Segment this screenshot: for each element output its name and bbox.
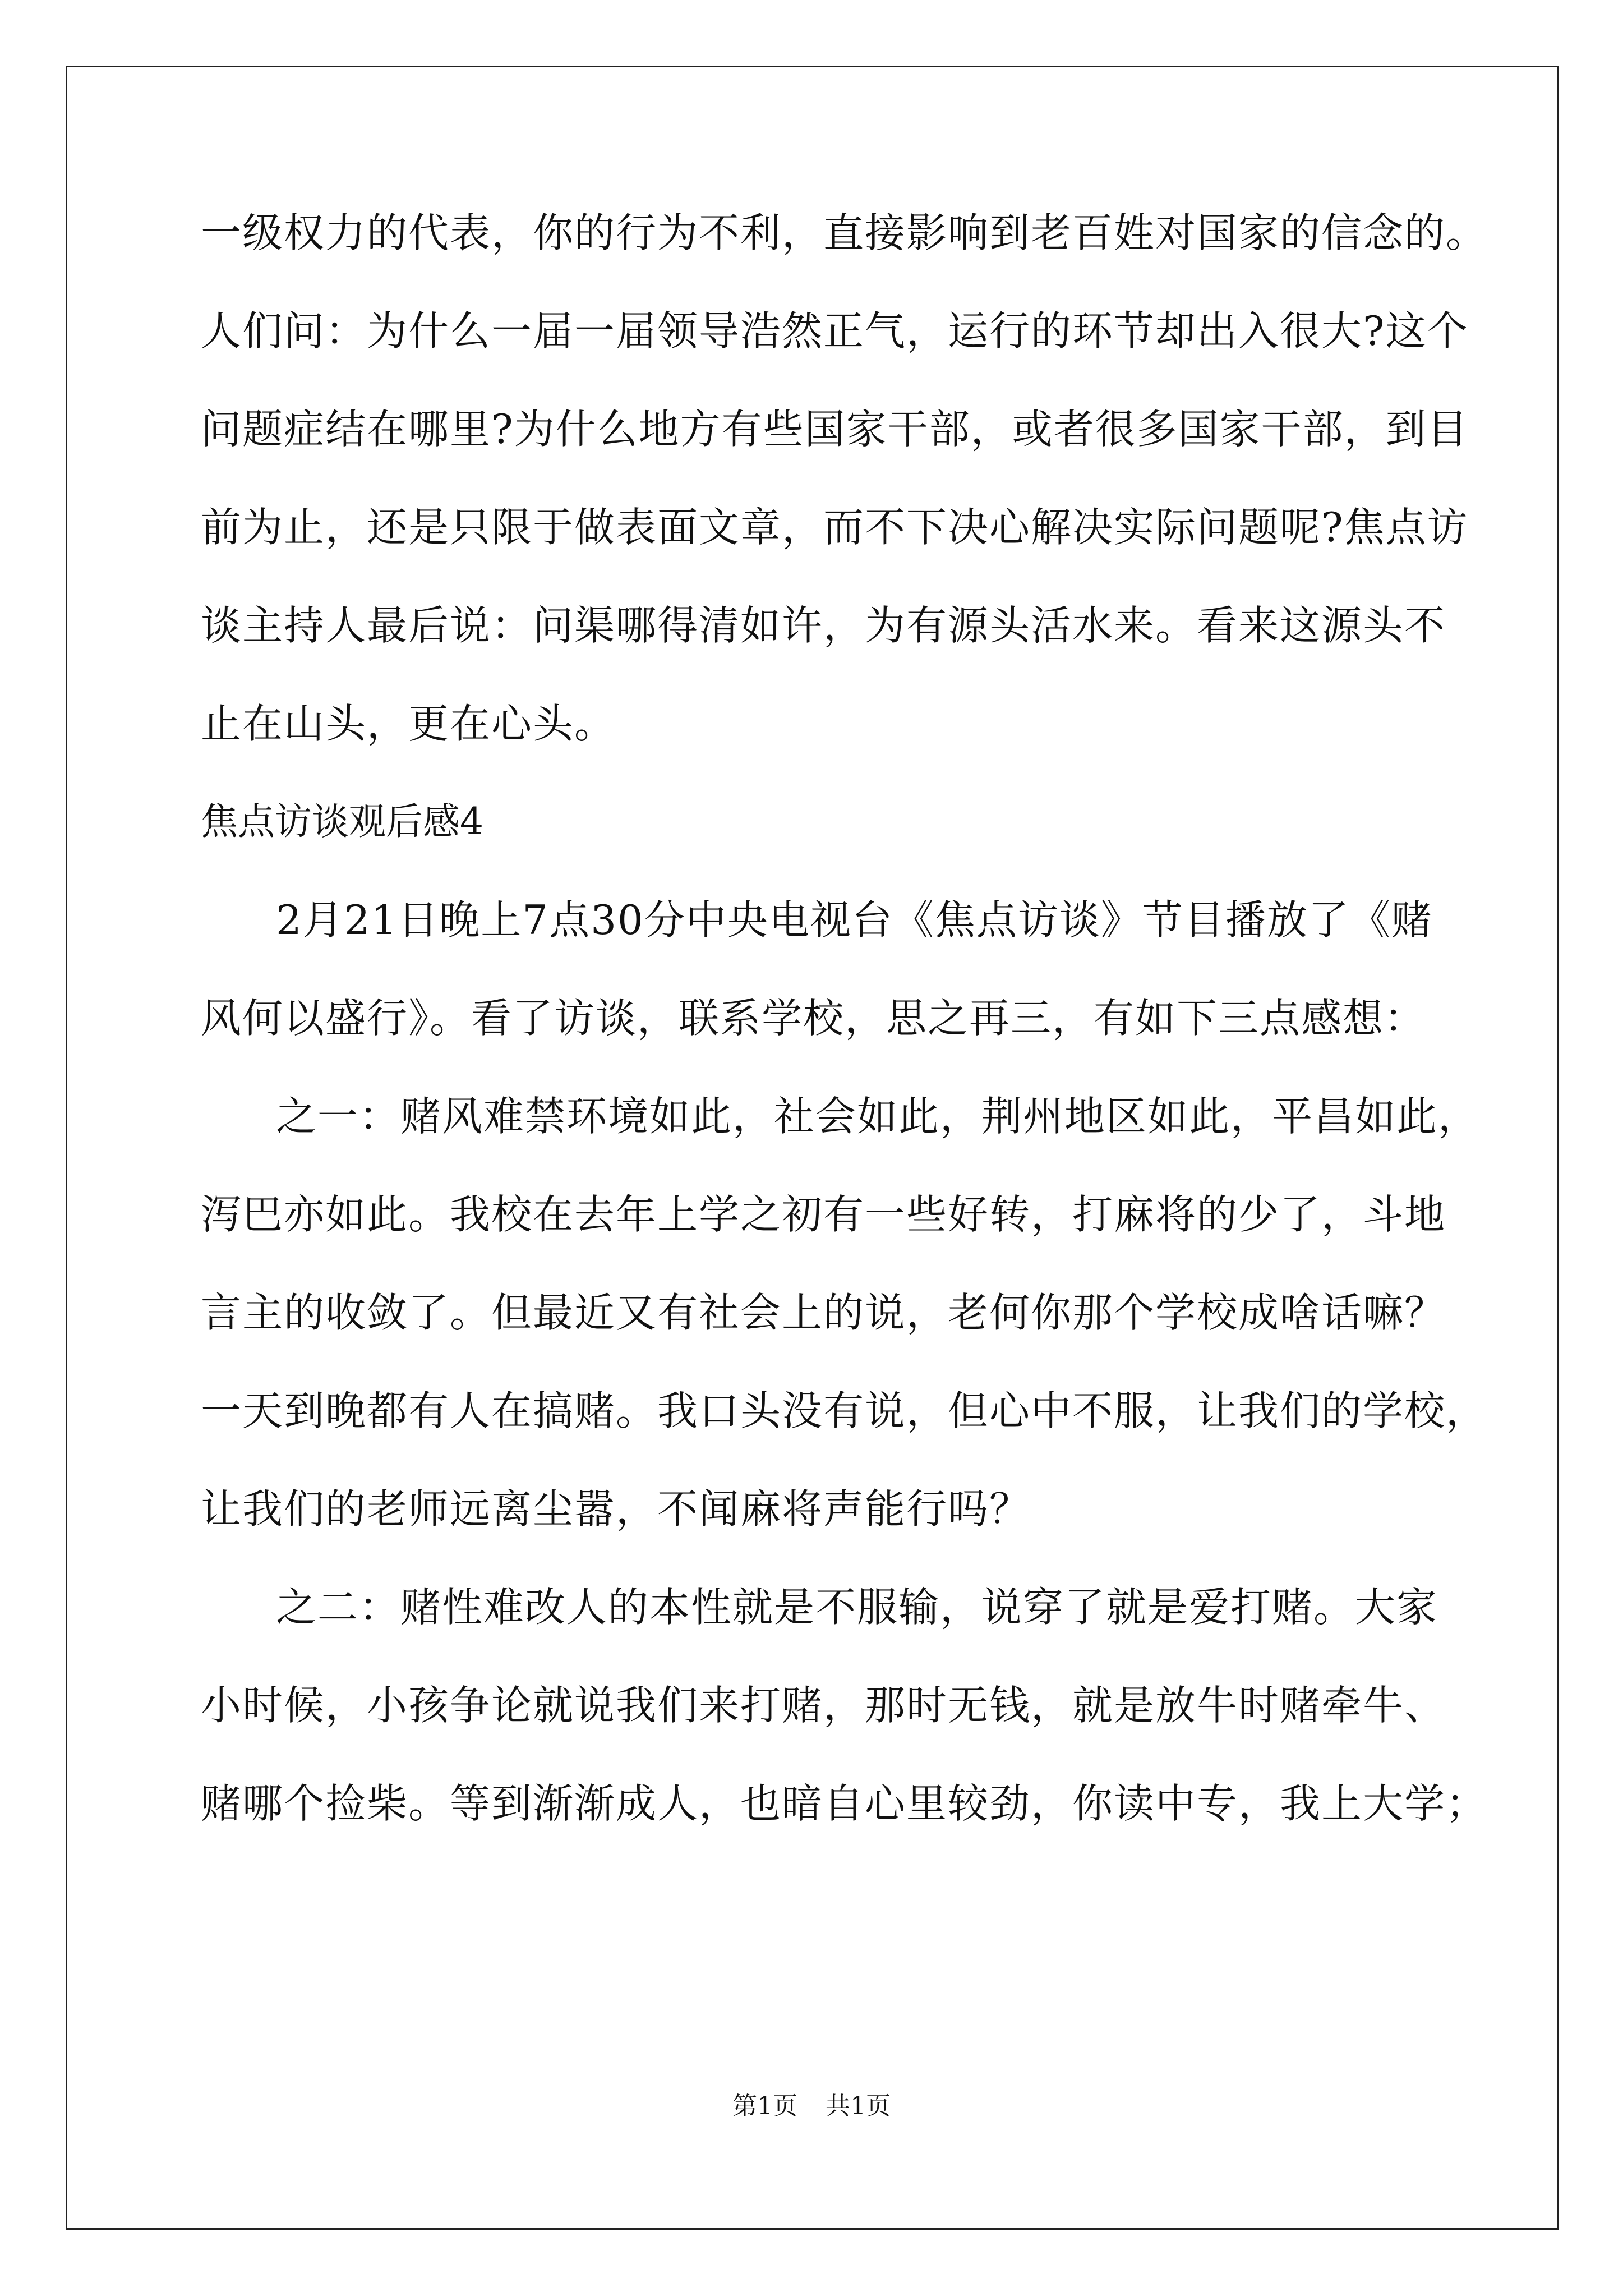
text-line: 谈主持人最后说：问渠哪得清如许，为有源头活水来。看来这源头不 <box>201 602 1446 649</box>
document-body <box>201 208 1488 1876</box>
text-line: 止在山头，更在心头。 <box>201 700 616 747</box>
text-line: 一级权力的代表，你的行为不利，直接影响到老百姓对国家的信念的。 <box>201 209 1488 256</box>
text-line: 泻巴亦如此。我校在去年上学之初有一些好转，打麻将的少了，斗地 <box>201 1191 1446 1238</box>
text-line: 前为止，还是只限于做表面文章，而不下决心解决实际问题呢?焦点访 <box>201 504 1469 551</box>
text-line: 赌哪个捡柴。等到渐渐成人，也暗自心里较劲，你读中专，我上大学； <box>201 1780 1488 1827</box>
text-line: 之一：赌风难禁环境如此，社会如此，荆州地区如此，平昌如此， <box>276 1093 1480 1140</box>
page-number: 第1页 <box>732 2092 797 2120</box>
text-line: 之二：赌性难改人的本性就是不服输，说穿了就是爱打赌。大家 <box>276 1584 1438 1631</box>
text-line: 让我们的老师远离尘嚣，不闻麻将声能行吗？ <box>201 1485 1031 1533</box>
text-line: 一天到晚都有人在搞赌。我口头没有说，但心中不服，让我们的学校， <box>201 1387 1488 1434</box>
text-line: 2月21日晚上7点30分中央电视台《焦点访谈》节目播放了《赌 <box>276 896 1433 944</box>
text-line: 风何以盛行》。看了访谈，联系学校，思之再三，有如下三点感想： <box>201 995 1426 1042</box>
section-heading: 焦点访谈观后感4 <box>201 800 483 843</box>
text-line: 人们问：为什么一届一届领导浩然正气，运行的环节却出入很大?这个 <box>201 307 1469 355</box>
page-footer <box>0 2086 1623 2122</box>
page-total: 共1页 <box>826 2092 891 2120</box>
text-line: 言主的收敛了。但最近又有社会上的说，老何你那个学校成啥话嘛？ <box>201 1289 1446 1336</box>
text-line: 问题症结在哪里?为什么地方有些国家干部，或者很多国家干部，到目 <box>201 406 1469 453</box>
text-line: 小时候，小孩争论就说我们来打赌，那时无钱，就是放牛时赌牵牛、 <box>201 1682 1446 1729</box>
